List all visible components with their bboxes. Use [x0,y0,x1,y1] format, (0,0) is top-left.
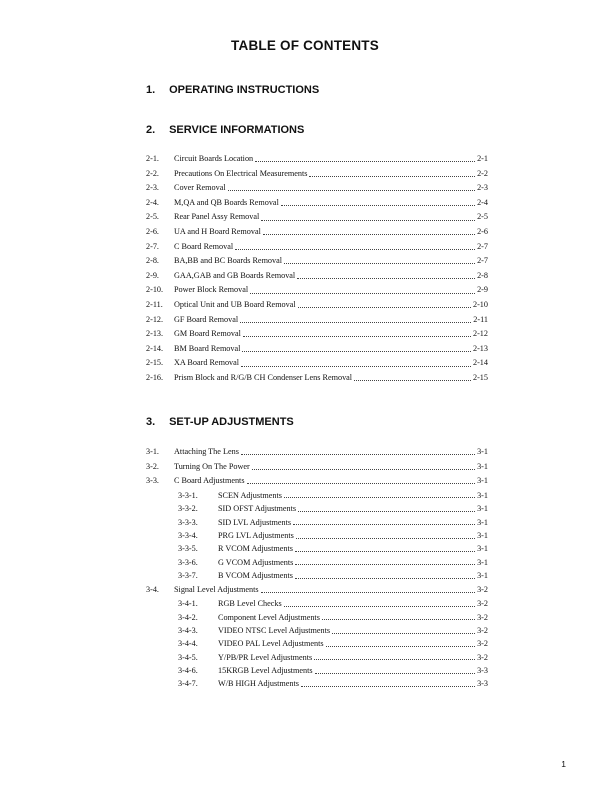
entry-number: 2-11. [146,299,163,309]
entry-page: 3-1 [477,530,488,540]
entry-title: Turning On The Power [174,461,250,471]
toc-entry [146,542,488,555]
toc-entry [146,445,488,460]
entry-title: C Board Removal [174,241,234,251]
entry-number: 2-10. [146,285,164,295]
toc-entry [146,677,488,690]
dot-leader [235,248,475,250]
entry-title: GAA,GAB and GB Boards Removal [174,270,296,280]
entry-number: 3-1. [146,447,159,456]
entry-number: 3-4-3. [178,625,198,635]
entry-page: 2-13 [472,343,488,353]
entry-page: 3-2 [477,652,488,662]
entry-number: 3-3-7. [178,571,198,581]
entry-number: 3-3-5. [178,544,198,554]
toc-entry [146,371,488,386]
toc-entry [146,152,488,167]
dot-leader [261,219,475,221]
toc-entry [146,624,488,637]
toc-entry [146,298,488,313]
entry-page: 3-3 [477,666,488,676]
entry-title: Signal Level Adjustments [174,584,259,594]
dot-leader [314,658,475,660]
toc-entry [146,637,488,650]
section-number: 2. [146,124,156,136]
entry-title: SID LVL Adjustments [218,517,292,527]
entry-number: 3-4. [146,584,159,594]
entry-title: Circuit Boards Location [174,154,254,163]
entry-number: 2-4. [146,197,159,207]
section-title: OPERATING INSTRUCTIONS [169,84,320,96]
entry-number: 2-14. [146,343,164,353]
toc-entry [146,254,488,269]
dot-leader [293,523,475,525]
dot-leader [241,365,471,367]
entry-number: 3-3-2. [178,504,198,514]
entry-number: 3-4-4. [178,639,198,649]
entry-page: 3-1 [477,447,488,456]
entry-page: 3-1 [477,504,488,514]
entry-title: C Board Adjustments [174,476,245,486]
section-number: 3. [146,416,156,428]
dot-leader [284,496,475,498]
entry-page: 2-7 [477,241,488,251]
dot-leader [252,468,475,470]
dot-leader [315,672,475,674]
dot-leader [326,645,475,647]
toc-entry [146,556,488,569]
entry-page: 3-1 [477,544,488,554]
dot-leader [263,233,475,235]
dot-leader [296,537,475,539]
entry-page: 3-2 [477,599,488,609]
dot-leader [332,632,475,634]
entry-title: Component Level Adjustments [218,612,320,622]
section-heading-3 [146,416,294,428]
toc-entry [146,240,488,255]
entry-title: Rear Panel Assy Removal [174,212,260,222]
entry-page: 2-2 [477,168,488,178]
entry-number: 2-9. [146,270,159,280]
entry-title: Y/PB/PR Level Adjustments [218,652,313,662]
entry-page: 3-3 [477,679,488,689]
dot-leader [284,605,475,607]
entry-number: 2-2. [146,168,159,178]
entry-page: 3-1 [477,557,488,567]
toc-entry [146,210,488,225]
toc-entry [146,664,488,677]
entry-title: UA and H Board Removal [174,226,261,236]
entry-title: BM Board Removal [174,343,241,353]
toc-entry [146,269,488,284]
dot-leader [295,577,475,579]
entry-title: G VCOM Adjustments [218,557,294,567]
entry-page: 3-1 [477,490,488,500]
entry-page: 3-2 [477,639,488,649]
entry-title: XA Board Removal [174,358,240,368]
entry-page: 3-2 [477,584,488,594]
toc-entry [146,167,488,182]
entry-page: 2-7 [477,256,488,266]
entry-number: 3-3. [146,476,159,486]
entry-number: 3-3-4. [178,530,198,540]
dot-leader [240,321,471,323]
entry-number: 2-12. [146,314,164,324]
dot-leader [297,277,475,279]
dot-leader [298,510,475,512]
toc-entry [146,356,488,371]
entry-page: 2-11 [473,314,488,324]
section-2-entries [146,152,488,386]
toc-entry [146,611,488,624]
entry-number: 2-5. [146,212,159,222]
entry-title: M,QA and QB Boards Removal [174,197,279,207]
dot-leader [309,175,475,177]
dot-leader [295,563,475,565]
entry-page: 3-1 [477,476,488,486]
page-number: 1 [561,759,566,769]
dot-leader [298,306,471,308]
toc-entry [146,196,488,211]
dot-leader [354,379,471,381]
entry-number: 3-4-6. [178,666,198,676]
page-title: TABLE OF CONTENTS [231,38,379,53]
dot-leader [322,618,475,620]
toc-entry [146,583,488,598]
entry-title: B VCOM Adjustments [218,571,293,581]
section-3-entries [146,445,488,691]
entry-number: 3-4-1. [178,599,198,609]
entry-page: 2-10 [472,299,488,309]
entry-page: 2-15 [472,372,488,382]
entry-number: 2-13. [146,329,164,339]
dot-leader [241,453,475,455]
entry-page: 2-1 [477,154,488,163]
dot-leader [284,262,475,264]
entry-number: 2-1. [146,154,159,163]
entry-number: 2-3. [146,183,159,193]
entry-page: 3-2 [477,625,488,635]
entry-title: VIDEO NTSC Level Adjustments [218,625,331,635]
toc-entry [146,529,488,542]
entry-title: RGB Level Checks [218,599,282,609]
entry-title: Cover Removal [174,183,226,193]
entry-number: 3-2. [146,461,159,471]
entry-number: 3-4-7. [178,679,198,689]
section-heading-2 [146,124,304,136]
entry-title: GM Board Removal [174,329,241,339]
entry-number: 2-15. [146,358,164,368]
entry-title: W/B HIGH Adjustments [218,679,299,689]
entry-page: 3-1 [477,571,488,581]
entry-number: 2-7. [146,241,159,251]
entry-number: 2-8. [146,256,159,266]
entry-number: 3-3-6. [178,557,198,567]
entry-number: 2-6. [146,226,159,236]
dot-leader [255,160,475,162]
dot-leader [250,292,475,294]
entry-page: 2-3 [477,183,488,193]
entry-page: 2-6 [477,226,488,236]
entry-number: 3-4-5. [178,652,198,662]
dot-leader [295,550,475,552]
entry-page: 2-4 [477,197,488,207]
entry-title: VIDEO PAL Level Adjustments [218,639,324,649]
toc-entry [146,181,488,196]
dot-leader [247,482,476,484]
toc-entry [146,460,488,475]
toc-entry [146,283,488,298]
toc-entry [146,225,488,240]
toc-entry [146,502,488,515]
dot-leader [228,189,475,191]
entry-page: 2-9 [477,285,488,295]
toc-entry [146,569,488,582]
entry-page: 2-8 [477,270,488,280]
section-title: SERVICE INFORMATIONS [169,124,305,136]
entry-title: Prism Block and R/G/B CH Condenser Lens Removal [174,372,353,382]
entry-number: 2-16. [146,372,164,382]
entry-page: 3-1 [477,517,488,527]
entry-title: Optical Unit and UB Board Removal [174,299,296,309]
section-title: SET-UP ADJUSTMENTS [169,416,294,428]
toc-entry [146,474,488,489]
toc-entry [146,651,488,664]
dot-leader [261,591,475,593]
section-heading-1 [146,84,319,96]
dot-leader [301,685,475,687]
section-number: 1. [146,84,156,96]
entry-title: PRG LVL Adjustments [218,530,294,540]
entry-title: GF Board Removal [174,314,239,324]
entry-page: 3-2 [477,612,488,622]
entry-title: Precautions On Electrical Measurements [174,168,308,178]
entry-title: 15KRGB Level Adjustments [218,666,313,676]
entry-page: 3-1 [477,461,488,471]
toc-entry [146,489,488,502]
dot-leader [243,335,471,337]
entry-number: 3-4-2. [178,612,198,622]
entry-page: 2-14 [472,358,488,368]
entry-title: SCEN Adjustments [218,490,282,500]
dot-leader [242,350,471,352]
entry-title: Attaching The Lens [174,447,239,456]
entry-page: 2-12 [472,329,488,339]
entry-page: 2-5 [477,212,488,222]
entry-title: R VCOM Adjustments [218,544,293,554]
toc-entry [146,516,488,529]
entry-title: Power Block Removal [174,285,249,295]
dot-leader [281,204,475,206]
entry-number: 3-3-1. [178,490,198,500]
entry-number: 3-3-3. [178,517,198,527]
toc-entry [146,342,488,357]
toc-entry [146,327,488,342]
entry-title: SID OFST Adjustments [218,504,297,514]
toc-entry [146,597,488,610]
entry-title: BA,BB and BC Boards Removal [174,256,283,266]
toc-entry [146,313,488,328]
